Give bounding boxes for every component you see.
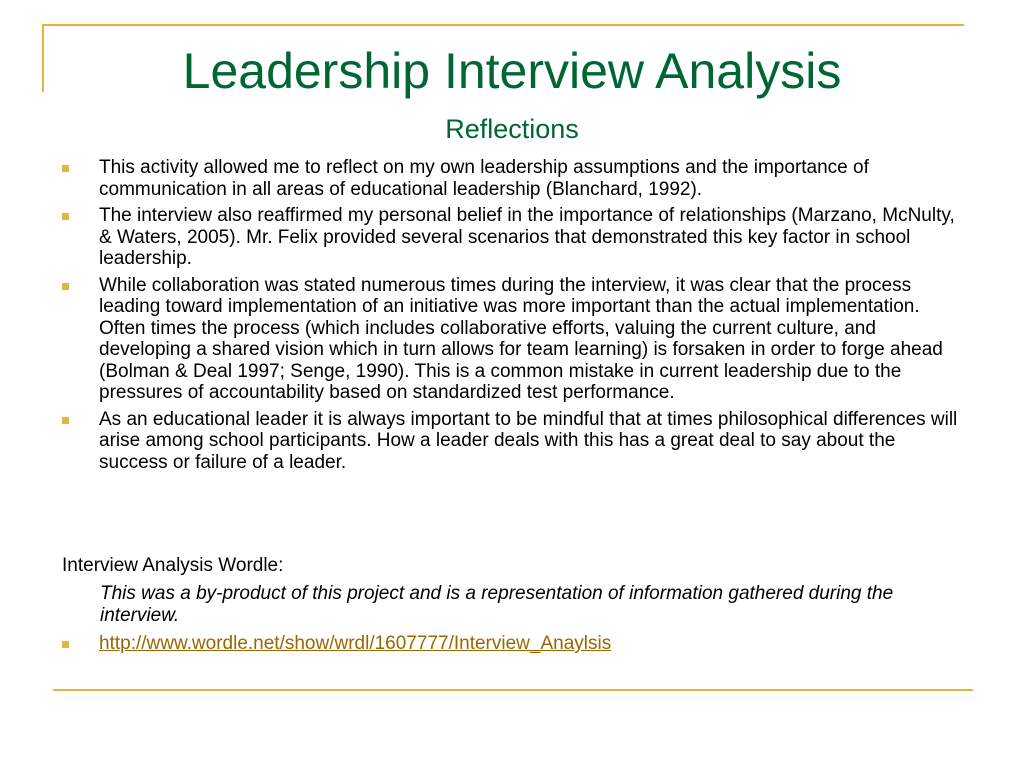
wordle-link-row — [62, 633, 967, 655]
wordle-link[interactable]: http://www.wordle.net/show/wrdl/1607777/Interview_Anaylsis — [99, 633, 612, 654]
bullet-text: This activity allowed me to reflect on my own leadership assumptions and the importance of communication in all areas of educational leadership (Blanchard, 1992). — [99, 157, 869, 200]
bullet-item — [62, 205, 967, 270]
bullet-text: While collaboration was stated numerous times during the interview, it was clear that the process leading toward implementation of an initiative was more important than the actual implementation. Often times the process (which includes collaborative efforts, valuing the current culture, and developing a shared vision which in turn allows for team learning) is forsaken in order to forge ahead (Bolman & Deal 1997; Senge, 1990). This is a common mistake in current leadership due to the pressures of accountability based on standardized test performance. — [99, 274, 943, 403]
bullet-item — [62, 409, 967, 474]
slide-title: Leadership Interview Analysis — [182, 43, 842, 99]
bullet-text: The interview also reaffirmed my personal belief in the importance of relationships (Marzano, McNulty, & Waters, 2005). Mr. Felix provided several scenarios that demonstrated this key factor in school leadership. — [99, 205, 955, 269]
square-bullet-icon — [62, 417, 69, 424]
bullet-text: As an educational leader it is always important to be mindful that at times philosophical differences will arise among school participants. How a leader deals with this has a great deal to say about the success or failure of a leader. — [99, 408, 958, 473]
wordle-label: Interview Analysis Wordle: — [62, 555, 284, 576]
bullet-item — [62, 157, 967, 200]
frame-bottom-line — [53, 689, 973, 691]
wordle-description: This was a by-product of this project and is a representation of information gathered during the interview. — [100, 583, 894, 626]
square-bullet-icon — [62, 283, 69, 290]
square-bullet-icon — [62, 213, 69, 220]
square-bullet-icon — [62, 641, 69, 648]
slide-subtitle: Reflections — [445, 114, 579, 144]
frame-top-line — [42, 24, 964, 26]
bullet-item — [62, 275, 967, 404]
square-bullet-icon — [62, 165, 69, 172]
bullet-list — [62, 157, 967, 478]
